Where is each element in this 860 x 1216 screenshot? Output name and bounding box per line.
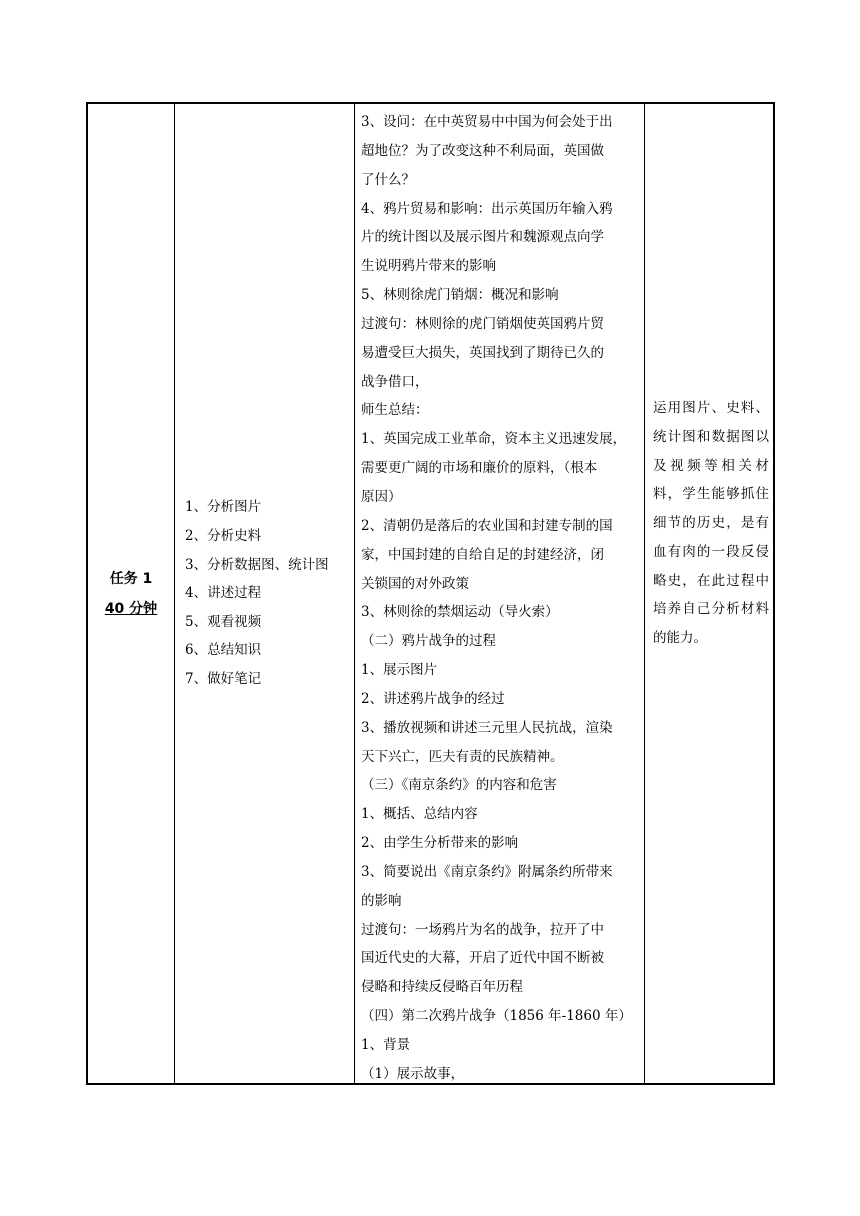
- content-line: 战争借口，: [361, 373, 429, 390]
- content-line: 3、播放视频和讲述三元里人民抗战，渲染: [361, 719, 613, 736]
- content-line: 生说明鸦片带来的影响: [361, 258, 496, 275]
- activity-item: 4、讲述过程: [185, 585, 262, 602]
- content-line: 片的统计图以及展示图片和魏源观点向学: [361, 229, 604, 246]
- content-line: 原因）: [361, 488, 402, 505]
- content-line: 3、林则徐的禁烟运动（导火索）: [361, 604, 559, 621]
- content-line: 易遭受巨大损失，英国找到了期待已久的: [361, 344, 604, 361]
- content-line: 超地位？为了改变这种不利局面，英国做: [361, 142, 604, 159]
- content-line: 2、讲述鸦片战争的经过: [361, 690, 505, 707]
- task-name: 任务 1: [109, 570, 153, 587]
- student-activities-cell: [175, 104, 354, 1083]
- content-line: 天下兴亡，匹夫有责的民族精神。: [361, 748, 564, 765]
- content-line: 师生总结：: [361, 402, 429, 419]
- activity-item: 1、分析图片: [185, 499, 262, 516]
- activity-item: 3、分析数据图、统计图: [185, 556, 329, 573]
- content-line: 2、由学生分析带来的影响: [361, 835, 519, 852]
- content-line: 的影响: [361, 892, 402, 909]
- lesson-plan-table: [86, 102, 775, 1085]
- content-line: 过渡句：一场鸦片为名的战争，拉开了中: [361, 921, 604, 938]
- content-line: 3、简要说出《南京条约》附属条约所带来: [361, 863, 613, 880]
- design-intent-cell: [645, 104, 775, 1083]
- activity-item: 6、总结知识: [185, 642, 262, 659]
- content-line: 家，中国封建的自给自足的封建经济，闭: [361, 546, 604, 563]
- content-line: 1、背景: [361, 1037, 411, 1053]
- content-line: 4、鸦片贸易和影响：出示英国历年输入鸦: [361, 200, 613, 217]
- content-line: 关锁国的对外政策: [361, 575, 469, 592]
- content-line: 了什么？: [361, 171, 415, 188]
- content-line: 2、清朝仍是落后的农业国和封建专制的国: [361, 517, 613, 534]
- content-line: 国近代史的大幕，开启了近代中国不断被: [361, 950, 604, 967]
- activity-item: 7、做好笔记: [185, 670, 262, 687]
- content-line: 1、概括、总结内容: [361, 806, 478, 823]
- design-intent-text: 运用图片、史料、统计图和数据图以及视频等相关材料，学生能够抓住细节的历史，是有血有肉的一段反侵略史，在此过程中培养自己分析材料的能力。: [653, 399, 769, 647]
- content-line: （四）第二次鸦片战争（1856 年-1860 年）: [361, 1008, 632, 1025]
- activity-item: 2、分析史料: [185, 528, 262, 545]
- task-time: 40 分钟: [104, 600, 158, 617]
- content-line: （二）鸦片战争的过程: [361, 633, 496, 650]
- content-line: （1）展示故事，: [361, 1065, 465, 1082]
- content-line: （三）《南京条约》的内容和危害: [361, 777, 557, 794]
- content-line: 过渡句：林则徐的虎门销烟使英国鸦片贸: [361, 315, 604, 332]
- task-cell: [88, 104, 174, 1083]
- content-line: 5、林则徐虎门销烟：概况和影响: [361, 287, 559, 304]
- content-line: 1、展示图片: [361, 662, 438, 679]
- activity-item: 5、观看视频: [185, 613, 262, 630]
- teaching-content-cell: [355, 104, 644, 1083]
- content-line: 侵略和持续反侵略百年历程: [361, 979, 523, 996]
- content-line: 需要更广阔的市场和廉价的原料，（根本: [361, 460, 598, 477]
- content-line: 1、英国完成工业革命，资本主义迅速发展，: [361, 431, 627, 448]
- content-line: 3、设问：在中英贸易中中国为何会处于出: [361, 114, 613, 130]
